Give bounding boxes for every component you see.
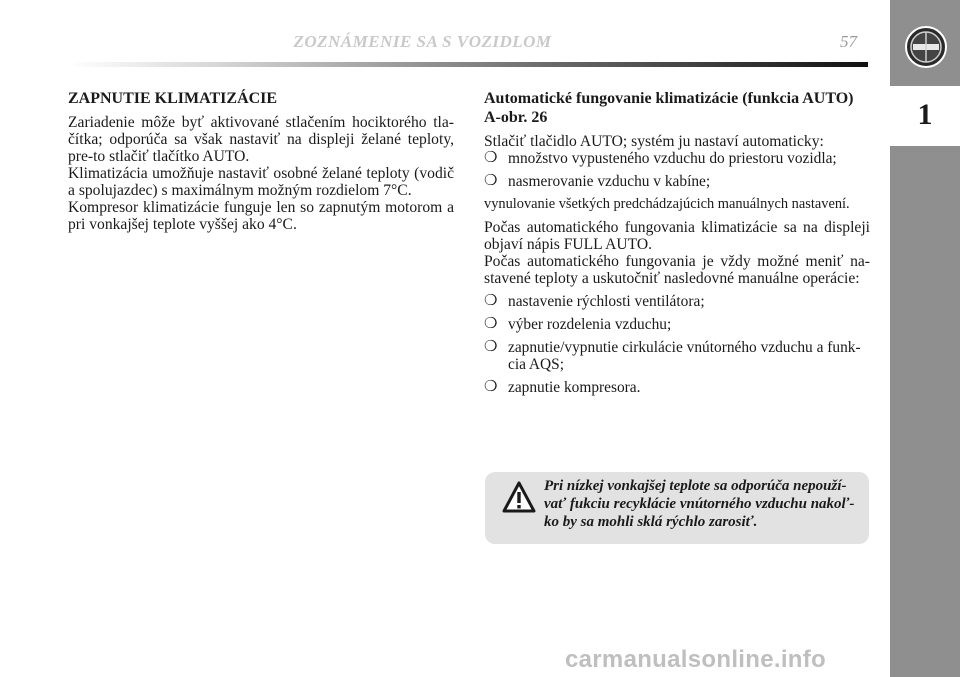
page-number: 57 <box>840 32 857 51</box>
bullet-list <box>484 293 870 396</box>
running-header: ZOZNÁMENIE SA S VOZIDLOM <box>293 32 552 51</box>
list-item <box>484 339 870 373</box>
bullet-icon: ❍ <box>484 379 498 395</box>
lead-paragraph: Stlačiť tlačidlo AUTO; systém ju nastaví automaticky: <box>484 133 824 150</box>
warning-triangle-icon <box>502 481 536 513</box>
bullet-icon: ❍ <box>484 316 498 332</box>
list-item <box>484 316 870 333</box>
bullet-icon: ❍ <box>484 339 498 355</box>
paragraph: Počas automatického fungovania klimatizácie sa na displeji objaví nápis FULL AUTO. <box>484 219 870 253</box>
watermark: carmanualsonline.info <box>565 646 827 673</box>
list-item-text: nasmerovanie vzduchu v kabíne; <box>508 173 711 190</box>
warning-text: Pri nízkej vonkajšej teplote sa odporúča nepouží-vať fukciu recyklácie vnútorného vzduchu nakoľ-ko by sa mohli sklá rýchlo zarosiť. <box>544 478 855 530</box>
list-item <box>484 293 870 310</box>
lancia-logo-icon <box>904 25 948 69</box>
list-item-text: výber rozdelenia vzduchu; <box>508 316 672 333</box>
chapter-tab-label: 1 <box>917 98 933 131</box>
section-heading: Automatické fungovanie klimatizácie (funkcia AUTO) A-obr. 26 <box>484 90 854 126</box>
bullet-icon: ❍ <box>484 150 498 166</box>
paragraph: Zariadenie môže byť aktivované stlačením hociktorého tla-čítka; odporúča sa však nastaviť na displeji želané teploty, pre-to stlačiť tlačítko AUTO. <box>68 114 454 165</box>
right-column <box>484 89 870 402</box>
section-heading: ZAPNUTIE KLIMATIZÁCIE <box>68 90 278 107</box>
paragraph: Počas automatického fungovania je vždy možné meniť na-stavené teploty a uskutočniť nasledovné manuálne operácie: <box>484 253 870 287</box>
bullet-icon: ❍ <box>484 173 498 189</box>
list-item-text: zapnutie kompresora. <box>508 379 641 396</box>
list-item <box>484 173 870 190</box>
paragraph: Kompresor klimatizácie funguje len so zapnutým motorom a pri vonkajšej teplote vyššej ako 4°C. <box>68 199 454 233</box>
paragraph: Klimatizácia umožňuje nastaviť osobné želané teploty (vodič a spolujazdec) s maximálnym možným rozdielom 7°C. <box>68 165 454 199</box>
paragraph: vynulovanie všetkých predchádzajúcich manuálnych nastavení. <box>484 196 850 212</box>
bullet-icon: ❍ <box>484 293 498 309</box>
header-rule <box>68 62 868 67</box>
list-item-text: množstvo vypusteného vzduchu do priestoru vozidla; <box>508 150 837 167</box>
left-column <box>68 89 454 233</box>
bullet-list <box>484 150 870 190</box>
list-item-text: nastavenie rýchlosti ventilátora; <box>508 293 705 310</box>
list-item-text: zapnutie/vypnutie cirkulácie vnútorného vzduchu a funk-cia AQS; <box>508 339 861 373</box>
list-item <box>484 150 870 167</box>
list-item <box>484 379 870 396</box>
